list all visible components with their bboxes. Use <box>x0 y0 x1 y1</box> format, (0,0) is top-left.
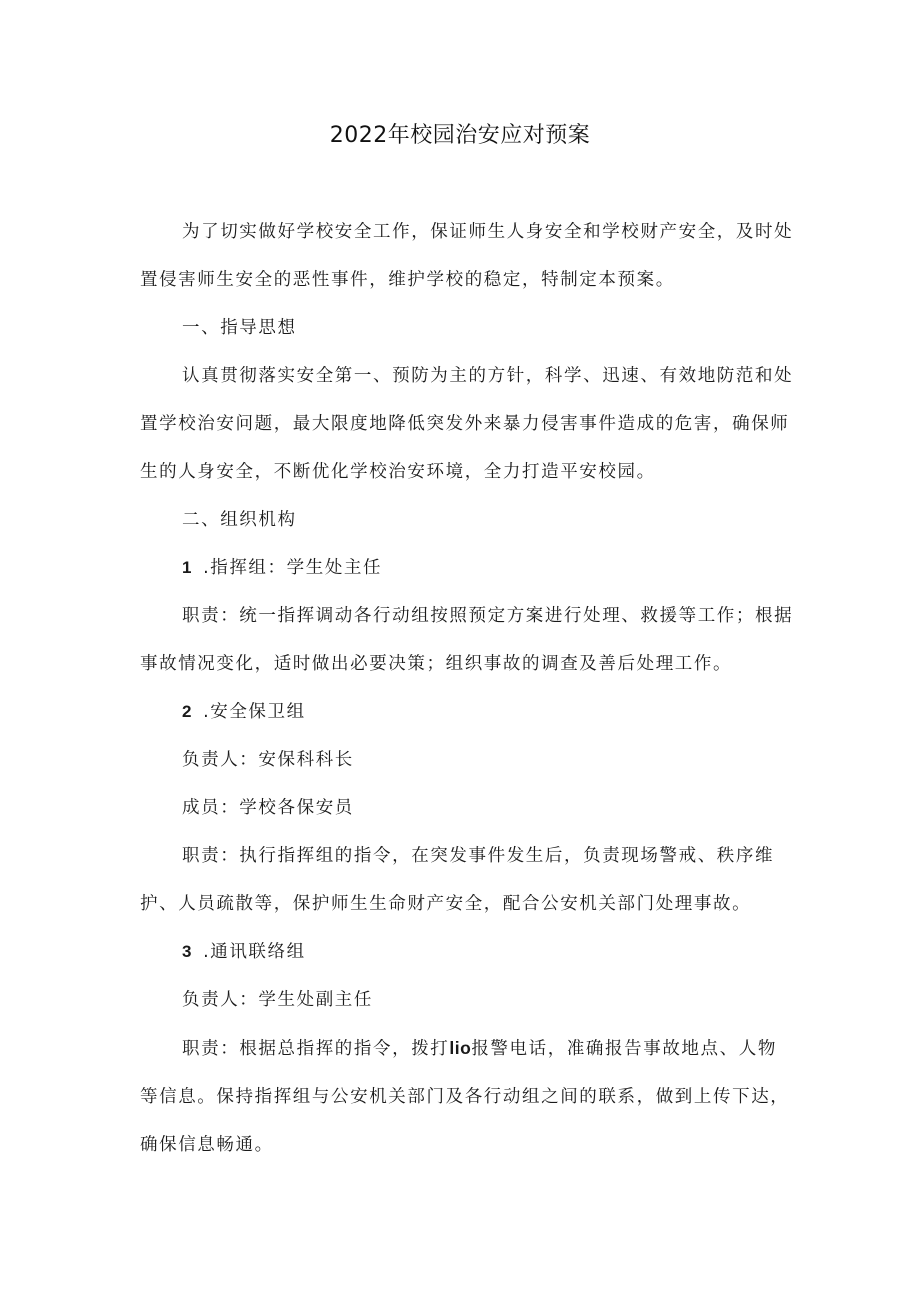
group2-leader: 负责人：安保科科长 <box>182 750 354 770</box>
document-body <box>140 208 796 1169</box>
group3-duty-part2: 报警电话，准确报告事故地点、人物等信息。保持指挥组与公安机关部门及各行动组之间的联系，做到上传下达，确保信息畅通。 <box>140 1039 790 1155</box>
group1-heading <box>140 544 796 592</box>
guiding-ideology-paragraph: 认真贯彻落实安全第一、预防为主的方针，科学、迅速、有效地防范和处置学校治安问题，最大限度地降低突发外来暴力侵害事件造成的危害，确保师生的人身安全，不断优化学校治安环境，全力打造平安校园。 <box>140 366 794 482</box>
document-title: 2022年校园治安应对预案 <box>329 123 591 148</box>
group3-number: 3 <box>182 942 194 961</box>
group2-heading <box>140 688 796 736</box>
group3-leader: 负责人：学生处副主任 <box>182 990 373 1010</box>
intro-paragraph: 为了切实做好学校安全工作，保证师生人身安全和学校财产安全，及时处置侵害师生安全的恶性事件，维护学校的稳定，特制定本预案。 <box>140 222 794 290</box>
group2-number: 2 <box>182 702 194 721</box>
group2-label: .安全保卫组 <box>203 702 306 722</box>
group3-duty-part1: 职责：根据总指挥的指令，拨打 <box>182 1039 450 1059</box>
group1-label: .指挥组：学生处主任 <box>203 558 383 578</box>
group3-duty-number: lio <box>449 1038 472 1058</box>
section-heading-guiding-ideology: 一、指导思想 <box>182 318 297 338</box>
group2-duty-paragraph: 职责：执行指挥组的指令，在突发事件发生后，负责现场警戒、秩序维护、人员疏散等，保护师生生命财产安全，配合公安机关部门处理事故。 <box>140 846 775 914</box>
group2-members: 成员：学校各保安员 <box>182 798 354 818</box>
group3-heading <box>140 928 796 976</box>
section-heading-organization: 二、组织机构 <box>182 510 297 530</box>
group1-duty-paragraph: 职责：统一指挥调动各行动组按照预定方案进行处理、救援等工作；根据事故情况变化，适时做出必要决策；组织事故的调查及善后处理工作。 <box>140 606 794 674</box>
group3-label: .通讯联络组 <box>203 942 306 962</box>
group3-duty-paragraph <box>140 1024 796 1169</box>
group1-number: 1 <box>182 558 194 577</box>
